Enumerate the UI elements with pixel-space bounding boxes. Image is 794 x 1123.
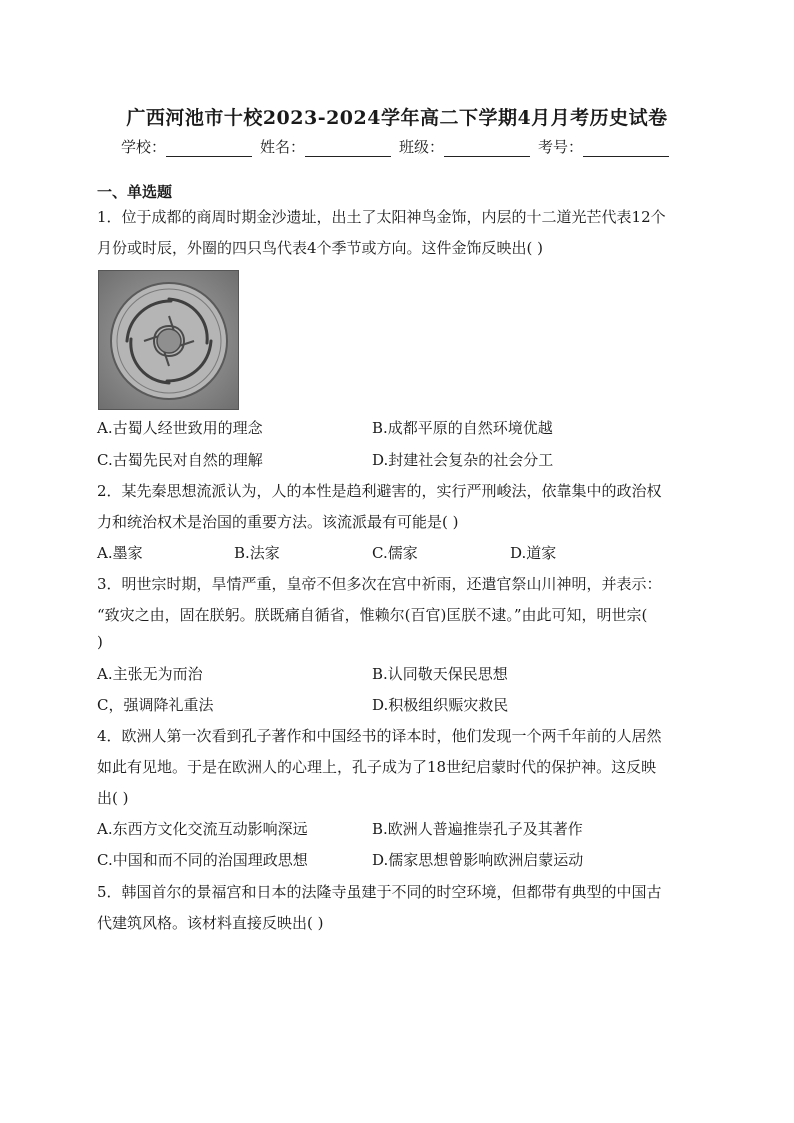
q2-option-c[interactable]: C.儒家 — [372, 544, 418, 562]
q2-stem-line-1: 2．某先秦思想流派认为，人的本性是趋利避害的，实行严刑峻法，依靠集中的政治权 — [97, 482, 662, 500]
q3-option-d[interactable]: D.积极组织赈灾救民 — [372, 696, 509, 714]
name-blank[interactable] — [305, 140, 391, 157]
name-label: 姓名： — [259, 138, 305, 156]
q4-stem-line-1: 4．欧洲人第一次看到孔子著作和中国经书的译本时，他们发现一个两千年前的人居然 — [97, 727, 662, 745]
q1-option-d[interactable]: D.封建社会复杂的社会分工 — [372, 451, 554, 469]
q1-option-c[interactable]: C.古蜀先民对自然的理解 — [97, 451, 263, 469]
q4-option-b[interactable]: B.欧洲人普遍推崇孔子及其著作 — [372, 820, 583, 838]
school-blank[interactable] — [166, 140, 252, 157]
section-heading: 一、单选题 — [97, 183, 173, 201]
q5-stem-line-1: 5．韩国首尔的景福宫和日本的法隆寺虽建于不同的时空环境，但都带有典型的中国古 — [97, 883, 662, 901]
sun-bird-ornament-icon — [99, 271, 238, 409]
q3-option-b[interactable]: B.认同敬天保民思想 — [372, 665, 508, 683]
q1-option-b[interactable]: B.成都平原的自然环境优越 — [372, 419, 553, 437]
student-info-row — [0, 136, 794, 157]
golden-sun-bird-photo — [98, 270, 239, 410]
q4-option-d[interactable]: D.儒家思想曾影响欧洲启蒙运动 — [372, 851, 584, 869]
q4-stem-line-2: 如此有见地。于是在欧洲人的心理上，孔子成为了18世纪启蒙时代的保护神。这反映 — [97, 758, 657, 776]
q4-option-a[interactable]: A.东西方文化交流互动影响深远 — [97, 820, 308, 838]
q2-option-b[interactable]: B.法家 — [234, 544, 280, 562]
q4-stem-line-3: 出( ) — [97, 789, 129, 807]
q1-option-a[interactable]: A.古蜀人经世致用的理念 — [97, 419, 263, 437]
school-label: 学校： — [120, 138, 166, 156]
number-blank[interactable] — [583, 140, 669, 157]
q1-stem-line-1: 1．位于成都的商周时期金沙遗址，出土了太阳神鸟金饰，内层的十二道光芒代表12个 — [97, 208, 666, 226]
q3-option-c[interactable]: C，强调降礼重法 — [97, 696, 214, 714]
q2-stem-line-2: 力和统治权术是治国的重要方法。该流派最有可能是( ) — [97, 513, 459, 531]
class-field — [399, 136, 534, 157]
q5-stem-line-2: 代建筑风格。该材料直接反映出( ) — [97, 914, 324, 932]
number-label: 考号： — [538, 138, 584, 156]
class-label: 班级： — [399, 138, 445, 156]
exam-title: 广西河池市十校2023-2024学年高二下学期4月月考历史试卷 — [126, 107, 668, 129]
q1-stem-line-2: 月份或时辰，外圈的四只鸟代表4个季节或方向。这件金饰反映出( ) — [97, 239, 544, 257]
number-field — [538, 136, 673, 157]
q3-stem-line-2: “致灾之由，固在朕躬。朕既痛自循省，惟赖尔(百官)匡朕不逮。”由此可知，明世宗( — [97, 606, 648, 624]
school-field — [121, 136, 256, 157]
q2-option-d[interactable]: D.道家 — [510, 544, 557, 562]
q3-stem-line-3: ) — [97, 633, 103, 651]
q3-stem-line-1: 3．明世宗时期，旱情严重，皇帝不但多次在宫中祈雨，还遣官祭山川神明，并表示： — [97, 575, 662, 593]
name-field — [260, 136, 395, 157]
q4-option-c[interactable]: C.中国和而不同的治国理政思想 — [97, 851, 308, 869]
q3-option-a[interactable]: A.主张无为而治 — [97, 665, 203, 683]
class-blank[interactable] — [444, 140, 530, 157]
q2-option-a[interactable]: A.墨家 — [97, 544, 143, 562]
